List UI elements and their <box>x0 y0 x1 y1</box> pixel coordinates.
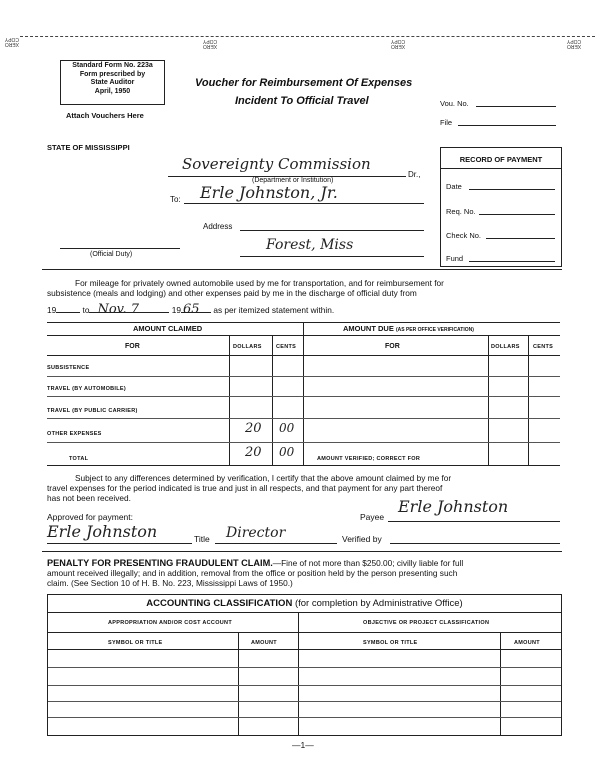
approved-label: Approved for payment: <box>47 512 133 522</box>
row-travel-auto: TRAVEL (BY AUTOMOBILE) <box>47 386 127 392</box>
verified-by-label: Verified by <box>342 534 382 544</box>
amount-due-title: AMOUNT DUE <box>343 324 394 333</box>
xerox-stamp: XERO COPY <box>566 38 582 49</box>
address-field[interactable] <box>240 230 424 231</box>
record-date-label: Date <box>446 182 462 191</box>
title-label: Title <box>194 534 210 544</box>
mileage-line-1: For mileage for privately owned automobile used by me for transportation, and for reimbursement for <box>75 278 444 288</box>
address-field-2[interactable] <box>240 256 424 257</box>
row-total: TOTAL <box>69 456 89 462</box>
form-date: April, 1950 <box>94 87 131 95</box>
to-label: To: <box>170 195 181 204</box>
other-cents-handwritten: 00 <box>279 421 295 435</box>
record-date-field[interactable] <box>469 189 555 190</box>
record-req-field[interactable] <box>479 214 555 215</box>
record-req-label: Req. No. <box>446 207 476 216</box>
penalty-paragraph <box>47 558 567 588</box>
period-year-handwritten: 65 <box>183 302 200 317</box>
accounting-note: (for completion by Administrative Office) <box>294 598 463 609</box>
official-duty-label: (Official Duty) <box>90 251 133 258</box>
record-of-payment-box <box>440 147 562 267</box>
col-for: FOR <box>125 343 140 350</box>
col-for-due: FOR <box>385 343 400 350</box>
form-subtitle: Incident To Official Travel <box>235 95 369 107</box>
certify-line-2: travel expenses for the period indicated is true and just in all respects, and that payment for any part thereof <box>47 483 443 493</box>
payee-field[interactable] <box>388 521 560 522</box>
amount-due-note: (AS PER OFFICE VERIFICATION) <box>395 327 474 333</box>
perforation-line <box>20 36 595 37</box>
payee-name-handwritten: Erle Johnston, Jr. <box>200 183 338 202</box>
penalty-line-2: amount received illegally; and in addition, removal from the office or position held by the person presenting such <box>47 568 458 578</box>
title-field[interactable] <box>215 543 337 544</box>
payee-label: Payee <box>360 512 385 522</box>
title-handwritten: Director <box>226 525 286 541</box>
period-prefix: 19 <box>47 305 57 315</box>
certify-line-3: has not been received. <box>47 493 131 503</box>
col-dollars-due: DOLLARS <box>491 344 520 350</box>
record-fund-field[interactable] <box>469 261 555 262</box>
certify-line-1: Subject to any differences determined by verification, I certify that the above amount claimed by me for <box>75 473 452 483</box>
page-number: —1— <box>292 740 314 750</box>
acct-right-symbol: SYMBOL OR TITLE <box>363 640 418 646</box>
record-fund-label: Fund <box>446 254 464 263</box>
period-suffix: as per itemized statement within. <box>213 305 335 315</box>
dr-label: Dr., <box>408 170 421 179</box>
file-field[interactable] <box>458 125 556 126</box>
penalty-line-1: —Fine of not more than $250.00; civilly liable for full <box>272 558 464 568</box>
record-title: RECORD OF PAYMENT <box>459 155 543 164</box>
attach-label: Attach Vouchers Here <box>66 111 144 120</box>
approved-signature: Erle Johnston <box>47 522 158 541</box>
penalty-heading: PENALTY FOR PRESENTING FRAUDULENT CLAIM. <box>47 558 273 568</box>
official-duty-field[interactable] <box>60 248 180 249</box>
xerox-stamp: XERO COPY <box>390 38 406 49</box>
row-other-expenses: OTHER EXPENSES <box>47 431 102 437</box>
col-cents: CENTS <box>276 344 297 350</box>
period-line <box>47 302 335 317</box>
form-prescribed: Form prescribed by <box>79 70 146 78</box>
acct-right-amount: AMOUNT <box>514 640 540 646</box>
divider <box>42 551 562 552</box>
form-number: Standard Form No. 223a <box>72 62 153 69</box>
approved-field[interactable] <box>47 543 192 544</box>
mileage-line-2: subsistence (meals and lodging) and other expenses paid by me in the discharge of official duty from <box>47 288 417 298</box>
accounting-table <box>47 594 562 736</box>
period-date-handwritten: Nov. 7 <box>97 302 140 317</box>
accounting-title: ACCOUNTING CLASSIFICATION <box>146 598 293 609</box>
total-dollars-handwritten: 20 <box>245 445 262 460</box>
department-label: (Department or Institution) <box>252 177 334 184</box>
department-handwritten: Sovereignty Commission <box>182 155 371 173</box>
acct-right-head: OBJECTIVE OR PROJECT CLASSIFICATION <box>363 620 490 626</box>
verified-by-field[interactable] <box>390 543 560 544</box>
acct-left-amount: AMOUNT <box>251 640 277 646</box>
other-dollars-handwritten: 20 <box>245 421 262 436</box>
amount-claimed-header: AMOUNT CLAIMED <box>133 324 203 333</box>
row-subsistence: SUBSISTENCE <box>47 365 90 371</box>
period-year-prefix: 19 <box>171 305 182 315</box>
to-field[interactable] <box>184 203 424 204</box>
record-check-label: Check No. <box>446 231 482 240</box>
state-label: STATE OF MISSISSIPPI <box>47 143 130 152</box>
address-handwritten: Forest, Miss <box>266 237 354 253</box>
accounting-title-line <box>48 598 561 609</box>
xerox-stamp: XERO COPY <box>202 38 218 49</box>
voucher-no-field[interactable] <box>476 106 556 107</box>
amount-verified-label: AMOUNT VERIFIED; CORRECT FOR <box>317 456 421 462</box>
mileage-paragraph <box>47 278 567 298</box>
form-auditor: State Auditor <box>90 79 135 86</box>
amount-due-header <box>343 324 474 333</box>
penalty-line-3: claim. (See Section 10 of H. B. No. 223, Mississippi Laws of 1950.) <box>47 578 293 588</box>
record-check-field[interactable] <box>486 238 555 239</box>
row-travel-carrier: TRAVEL (BY PUBLIC CARRIER) <box>47 408 138 414</box>
acct-left-symbol: SYMBOL OR TITLE <box>108 640 163 646</box>
form-title: Voucher for Reimbursement Of Expenses <box>195 77 413 89</box>
amount-table <box>47 322 560 465</box>
standard-form-box <box>60 60 165 105</box>
file-label: File <box>440 118 453 127</box>
col-cents-due: CENTS <box>533 344 554 350</box>
period-to: to <box>82 305 90 315</box>
total-cents-handwritten: 00 <box>279 445 295 459</box>
acct-left-head: APPROPRIATION AND/OR COST ACCOUNT <box>108 620 232 626</box>
payee-signature: Erle Johnston <box>398 497 509 516</box>
col-dollars: DOLLARS <box>233 344 262 350</box>
divider <box>42 269 562 270</box>
address-label: Address <box>203 222 233 231</box>
xerox-stamp: XERO COPY <box>4 36 19 47</box>
voucher-no-label: Vou. No. <box>440 99 469 108</box>
